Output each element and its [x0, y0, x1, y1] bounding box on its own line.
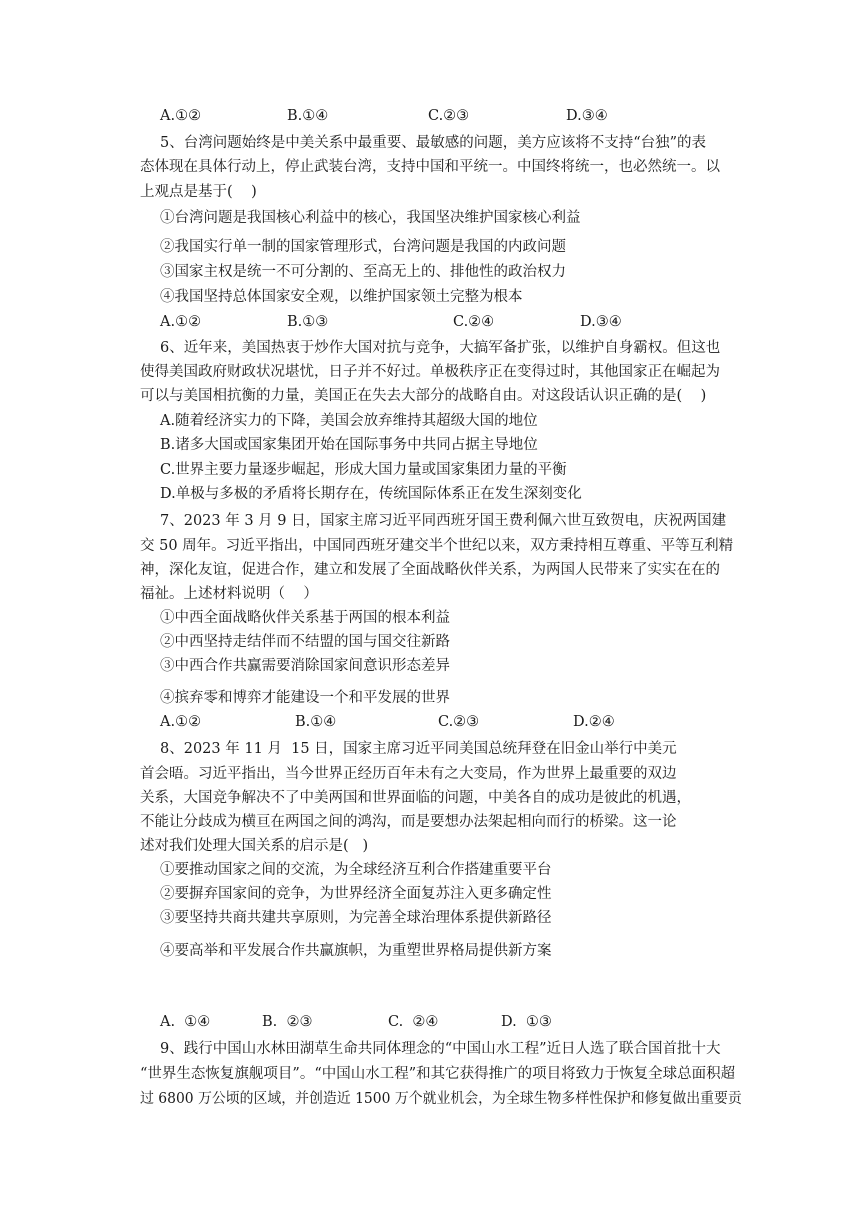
q8-statement: ②要摒弃国家间的竞争，为世界经济全面复苏注入更多确定性: [160, 886, 552, 902]
q5-stem-line: 5、台湾问题始终是中美关系中最重要、最敏感的问题，美方应该将不支持“台独”的表: [160, 135, 707, 151]
q7-statement: ①中西全面战略伙伴关系基于两国的根本利益: [160, 610, 450, 626]
q5-stem-line: 态体现在具体行动上，停止武装台湾，支持中国和平统一。中国终将统一，也必然统一。以: [140, 159, 720, 175]
q7-option-c: C.②③: [438, 714, 480, 730]
q8-option-b: B. ②③: [262, 1014, 313, 1030]
q9-stem-line: “世界生态恢复旗舰项目”。“中国山水工程”和其它获得推广的项目将致力于恢复全球总面积超: [140, 1066, 736, 1082]
q5-option-a: A.①②: [160, 314, 202, 330]
q6-stem-line: 使得美国政府财政状况堪忧，日子并不好过。单极秩序正在变得过时，其他国家正在崛起为: [140, 364, 720, 380]
q6-choice-b: B.诸多大国或国家集团开始在国际事务中共同占据主导地位: [160, 437, 538, 453]
q5-option-d: D.③④: [580, 314, 622, 330]
q5-option-b: B.①③: [287, 314, 329, 330]
q8-statement: ①要推动国家之间的交流，为全球经济互利合作搭建重要平台: [160, 862, 552, 878]
q6-choice-a: A.随着经济实力的下降，美国会放弃维持其超级大国的地位: [160, 413, 538, 429]
prev-option-b: B.①④: [287, 108, 329, 124]
q8-stem-line: 关系，大国竞争解决不了中美两国和世界面临的问题，中美各自的成功是彼此的机遇，: [140, 790, 691, 806]
q8-statement: ④要高举和平发展合作共赢旗帜，为重塑世界格局提供新方案: [160, 943, 552, 959]
q8-option-c: C. ②④: [388, 1014, 439, 1030]
q5-stem-line: 上观点是基于( ): [140, 184, 257, 200]
q8-option-d: D. ①③: [501, 1014, 552, 1030]
q7-option-b: B.①④: [295, 714, 337, 730]
q7-stem-line: 福祉。上述材料说明（ ）: [140, 586, 318, 602]
prev-option-a: A.①②: [160, 108, 202, 124]
q8-stem-line: 8、2023 年 11 月 15 日，国家主席习近平同美国总统拜登在旧金山举行中美元: [160, 741, 677, 757]
q7-statement: ④摈弃零和博弈才能建设一个和平发展的世界: [160, 690, 450, 706]
q7-option-a: A.①②: [160, 714, 202, 730]
q8-stem-line: 不能让分歧成为横亘在两国之间的鸿沟，而是要想办法架起相向而行的桥梁。这一论: [140, 814, 677, 830]
q5-statement: ②我国实行单一制的国家管理形式，台湾问题是我国的内政问题: [160, 239, 566, 255]
q5-statement: ③国家主权是统一不可分割的、至高无上的、排他性的政治权力: [160, 264, 566, 280]
q6-choice-d: D.单极与多极的矛盾将长期存在，传统国际体系正在发生深刻变化: [160, 486, 582, 502]
q6-stem-line: 6、近年来，美国热衷于炒作大国对抗与竞争，大搞军备扩张，以维护自身霸权。但这也: [160, 340, 721, 356]
q5-statement: ①台湾问题是我国核心利益中的核心，我国坚决维护国家核心利益: [160, 210, 581, 226]
q7-statement: ③中西合作共赢需要消除国家间意识形态差异: [160, 658, 450, 674]
q7-stem-line: 交 50 周年。习近平指出，中国同西班牙建交半个世纪以来，双方秉持相互尊重、平等互利精: [140, 538, 734, 554]
q7-option-d: D.②④: [573, 714, 615, 730]
q8-stem-line: 述对我们处理大国关系的启示是( ): [140, 838, 369, 854]
q7-stem-line: 7、2023 年 3 月 9 日，国家主席习近平同西班牙国王费利佩六世互致贺电，庆祝两国建: [160, 513, 727, 529]
q7-stem-line: 神，深化友谊，促进合作，建立和发展了全面战略伙伴关系，为两国人民带来了实实在在的: [140, 562, 720, 578]
q5-statement: ④我国坚持总体国家安全观，以维护国家领土完整为根本: [160, 289, 523, 305]
prev-option-d: D.③④: [566, 108, 608, 124]
q9-stem-line: 过 6800 万公顷的区域，并创造近 1500 万个就业机会，为全球生物多样性保护和修复做出重要贡: [140, 1091, 742, 1107]
q5-option-c: C.②④: [453, 314, 495, 330]
q9-stem-line: 9、践行中国山水林田湖草生命共同体理念的“中国山水工程”近日人选了联合国首批十大: [160, 1041, 721, 1057]
q8-stem-line: 首会晤。习近平指出，当今世界正经历百年未有之大变局，作为世界上最重要的双边: [140, 766, 677, 782]
q8-statement: ③要坚持共商共建共享原则，为完善全球治理体系提供新路径: [160, 910, 552, 926]
prev-option-c: C.②③: [428, 108, 470, 124]
q6-choice-c: C.世界主要力量逐步崛起，形成大国力量或国家集团力量的平衡: [160, 462, 567, 478]
q8-option-a: A. ①④: [160, 1014, 211, 1030]
q7-statement: ②中西坚持走结伴而不结盟的国与国交往新路: [160, 634, 450, 650]
q6-stem-line: 可以与美国相抗衡的力量，美国正在失去大部分的战略自由。对这段话认识正确的是( ): [140, 388, 707, 404]
